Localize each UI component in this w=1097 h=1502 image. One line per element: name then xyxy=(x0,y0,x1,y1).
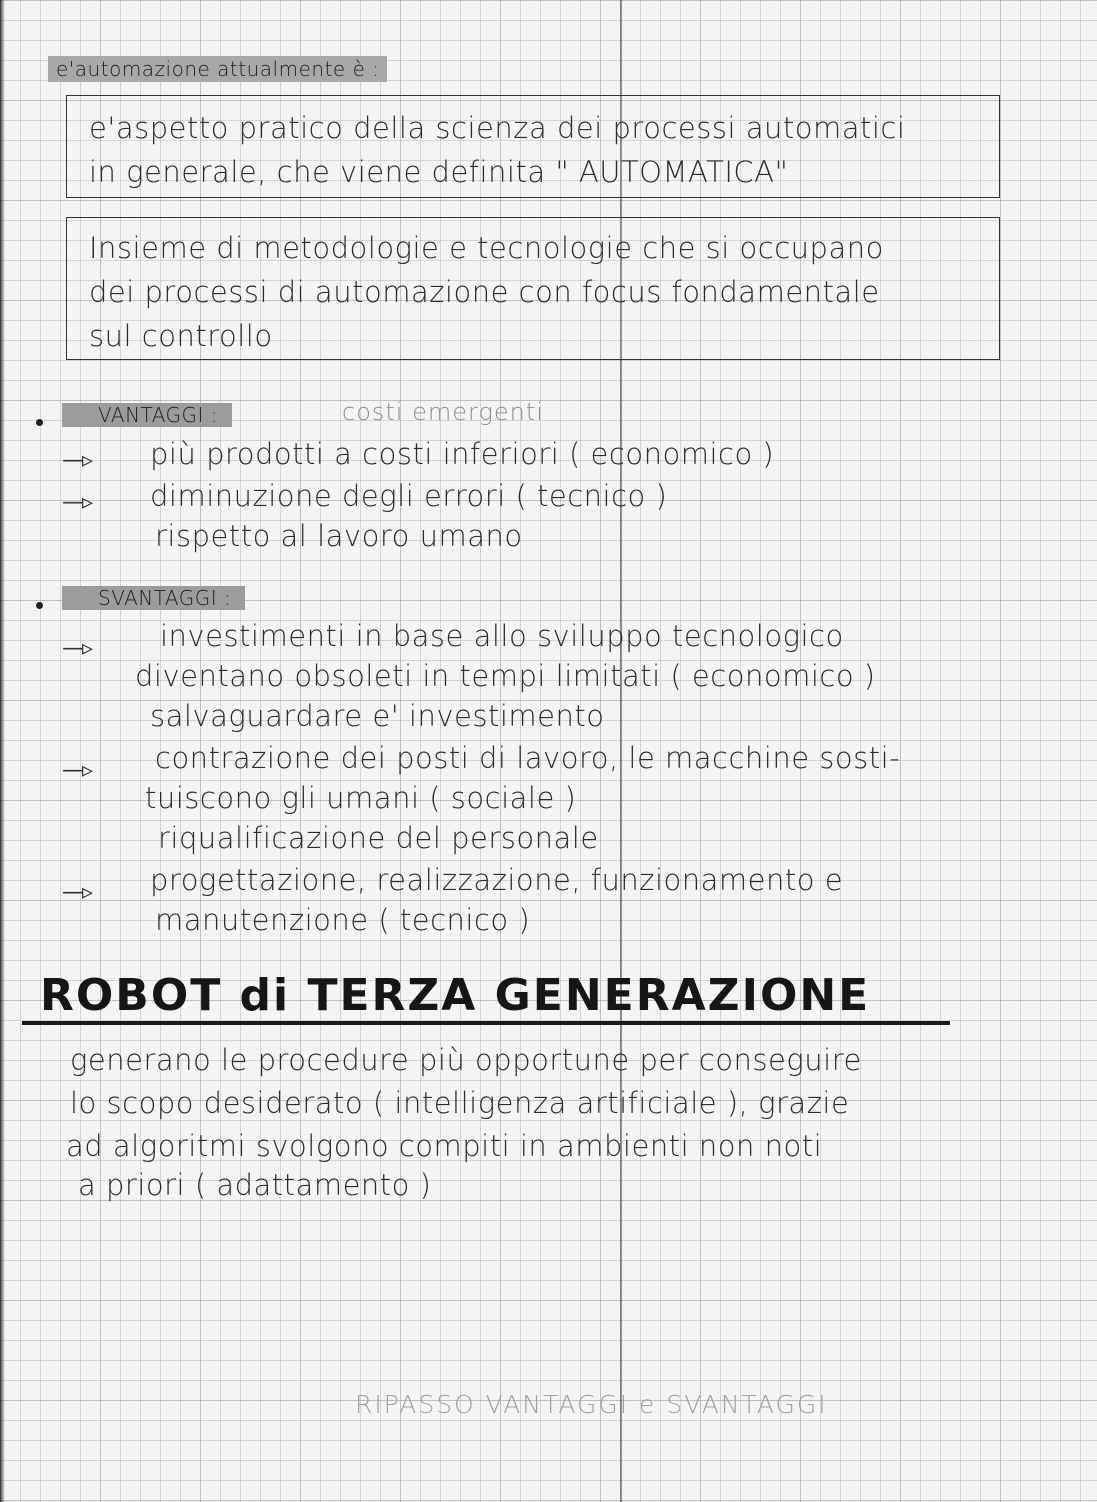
paragraph-line: a priori ( adattamento ) xyxy=(78,1168,432,1202)
heading-underline xyxy=(22,1021,950,1025)
arrow-icon: —▹ xyxy=(62,636,92,661)
paragraph-line: ad algoritmi svolgono compiti in ambienti non noti xyxy=(66,1129,823,1163)
bullet-dot xyxy=(36,602,43,609)
section-label-svantaggi: SVANTAGGI : xyxy=(62,586,245,610)
list-item: progettazione, realizzazione, funzionamento e xyxy=(150,863,844,897)
pencil-note: costi emergenti xyxy=(342,398,544,426)
bullet-dot xyxy=(36,419,43,426)
definition-line: dei processi di automazione con focus fondamentale xyxy=(89,275,880,309)
page-title: e'automazione attualmente è : xyxy=(48,56,387,82)
section-heading-robot: ROBOT di TERZA GENERAZIONE xyxy=(40,970,871,1021)
footer-pencil-note: RIPASSO VANTAGGI e SVANTAGGI xyxy=(355,1390,828,1419)
definition-line: Insieme di metodologie e tecnologie che si occupano xyxy=(89,231,884,265)
page-edge-shadow xyxy=(0,0,5,1502)
list-item: più prodotti a costi inferiori ( economico ) xyxy=(150,437,775,471)
arrow-icon: —▹ xyxy=(62,880,92,905)
list-item: contrazione dei posti di lavoro, le macchine sosti- xyxy=(155,741,901,775)
paragraph-line: generano le procedure più opportune per conseguire xyxy=(70,1043,862,1077)
paragraph-line: lo scopo desiderato ( intelligenza artificiale ), grazie xyxy=(70,1086,850,1120)
definition-line: in generale, che viene definita " AUTOMATICA" xyxy=(89,155,789,189)
definition-line: sul controllo xyxy=(89,319,273,353)
definition-line: e'aspetto pratico della scienza dei processi automatici xyxy=(89,111,906,145)
list-item-continuation: salvaguardare e' investimento xyxy=(150,699,605,733)
list-item-continuation: tuiscono gli umani ( sociale ) xyxy=(145,781,577,815)
list-item: diminuzione degli errori ( tecnico ) xyxy=(150,479,668,513)
definition-box-metodologie xyxy=(66,217,1000,360)
list-item-continuation: manutenzione ( tecnico ) xyxy=(155,903,531,937)
definition-box-automatica xyxy=(66,95,1000,198)
arrow-icon: —▹ xyxy=(62,448,92,473)
section-label-vantaggi: VANTAGGI : xyxy=(62,403,232,427)
list-item: investimenti in base allo sviluppo tecnologico xyxy=(160,619,844,653)
arrow-icon: —▹ xyxy=(62,490,92,515)
list-item-continuation: riqualificazione del personale xyxy=(158,821,599,855)
list-item-continuation: diventano obsoleti in tempi limitati ( economico ) xyxy=(135,659,876,693)
list-item-continuation: rispetto al lavoro umano xyxy=(155,519,523,553)
arrow-icon: —▹ xyxy=(62,758,92,783)
